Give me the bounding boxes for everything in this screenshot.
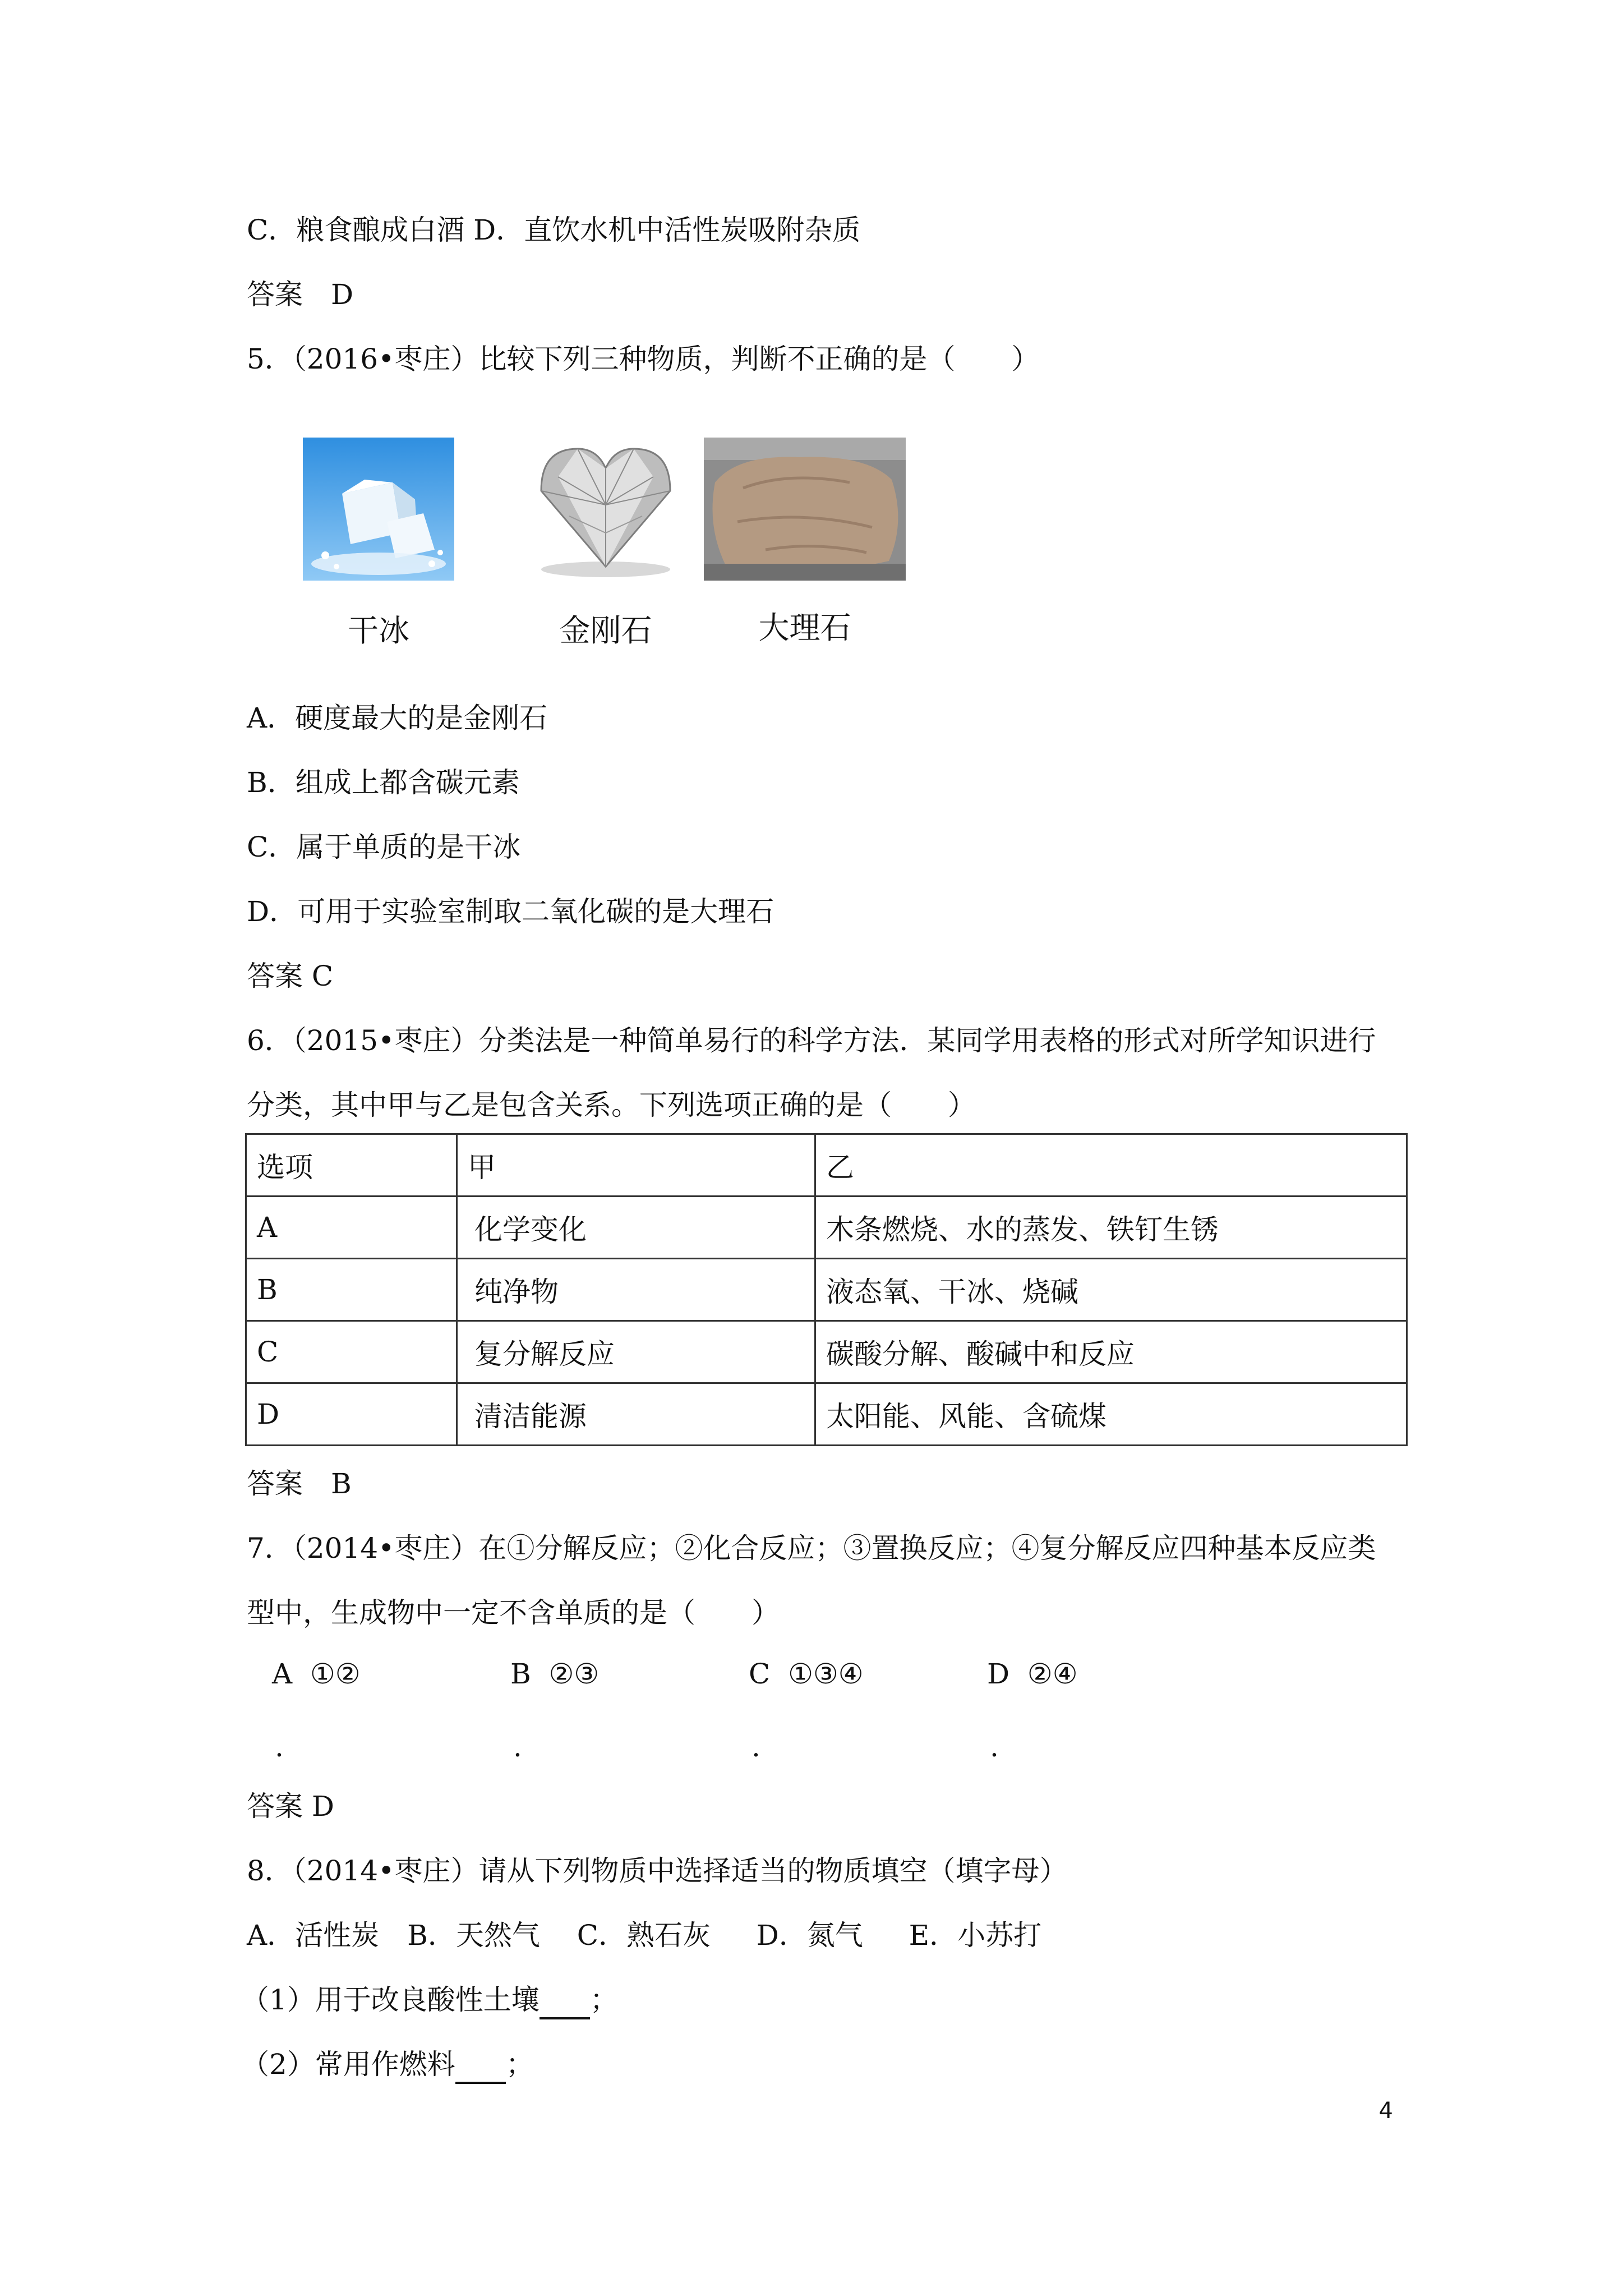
choice-letter: C xyxy=(749,1658,771,1690)
q6-stem-line2: 分类，其中甲与乙是包含关系。下列选项正确的是（ ） xyxy=(247,1089,976,1121)
q4-options: C．粮食酿成白酒 D．直饮水机中活性炭吸附杂质 xyxy=(247,214,861,246)
table-cell: A xyxy=(246,1197,457,1259)
choice-letter: A xyxy=(272,1658,293,1690)
table-cell: 碳酸分解、酸碱中和反应 xyxy=(815,1321,1407,1383)
q5-stem: 5．（2016•枣庄）比较下列三种物质，判断不正确的是（ ） xyxy=(247,343,1040,375)
table-cell: 纯净物 xyxy=(457,1259,815,1321)
q6-stem-line1: 6．（2015•枣庄）分类法是一种简单易行的科学方法．某同学用表格的形式对所学知识进行 xyxy=(247,1024,1376,1057)
answer-blank[interactable] xyxy=(455,2054,506,2084)
choice-letter: B xyxy=(510,1658,531,1690)
table-cell: C xyxy=(246,1321,457,1383)
table-cell: 清洁能源 xyxy=(457,1383,815,1446)
table-cell: 太阳能、风能、含硫煤 xyxy=(815,1383,1407,1446)
choice-text: ②④ xyxy=(1027,1658,1078,1690)
choice-text: ①② xyxy=(310,1658,361,1690)
marble-caption: 大理石 xyxy=(758,610,851,646)
q7-answer: 答案 D xyxy=(247,1790,334,1823)
q7-dot: . xyxy=(275,1731,284,1763)
table-cell: 木条燃烧、水的蒸发、铁钉生锈 xyxy=(815,1197,1407,1259)
table-cell: 化学变化 xyxy=(457,1197,815,1259)
q7-dot: . xyxy=(990,1731,999,1763)
q8-item-2-text: （2）常用作燃料 xyxy=(241,2048,455,2081)
q7-choice-a xyxy=(272,1658,361,1690)
marble-image xyxy=(704,438,906,581)
q5-images xyxy=(303,438,920,662)
q4-answer: 答案 D xyxy=(247,278,354,311)
q5-option-d: D．可用于实验室制取二氧化碳的是大理石 xyxy=(247,895,774,928)
table-header-cell: 乙 xyxy=(815,1134,1407,1197)
table-cell: B xyxy=(246,1259,457,1321)
table-header-cell: 甲 xyxy=(457,1134,815,1197)
q8-item-1 xyxy=(241,1980,618,2019)
diamond-caption: 金刚石 xyxy=(559,613,652,648)
choice-text: ②③ xyxy=(548,1658,600,1690)
q7-choice-d xyxy=(987,1658,1078,1690)
q8-item-2 xyxy=(241,2045,534,2084)
table-header-cell: 选项 xyxy=(246,1134,457,1197)
dry-ice-image xyxy=(303,438,454,581)
choice-letter: D xyxy=(987,1658,1010,1690)
q7-dot: . xyxy=(751,1731,760,1763)
q8-stem: 8．（2014•枣庄）请从下列物质中选择适当的物质填空（填字母） xyxy=(247,1855,1068,1887)
q7-choice-c xyxy=(749,1658,864,1690)
diamond-image xyxy=(524,438,687,581)
table-cell: 液态氧、干冰、烧碱 xyxy=(815,1259,1407,1321)
q7-stem-line1: 7．（2014•枣庄）在①分解反应；②化合反应；③置换反应；④复分解反应四种基本反应类 xyxy=(247,1532,1376,1565)
table-cell: D xyxy=(246,1383,457,1446)
table-row xyxy=(246,1383,1407,1446)
q7-dot: . xyxy=(513,1731,522,1763)
q6-answer: 答案 B xyxy=(247,1467,352,1500)
table-row xyxy=(246,1321,1407,1383)
answer-blank[interactable] xyxy=(540,1989,590,2019)
table-header-row xyxy=(246,1134,1407,1197)
semicolon: ； xyxy=(505,2048,534,2081)
q5-answer: 答案 C xyxy=(247,960,334,992)
table-row xyxy=(246,1197,1407,1259)
q8-options: A．活性炭 B．天然气 C．熟石灰 D．氮气 E．小苏打 xyxy=(247,1919,1042,1952)
q7-stem-line2: 型中，生成物中一定不含单质的是（ ） xyxy=(247,1596,780,1629)
q5-option-c: C．属于单质的是干冰 xyxy=(247,831,521,863)
q7-choice-b xyxy=(510,1658,599,1690)
choice-text: ①③④ xyxy=(788,1658,864,1690)
table-row xyxy=(246,1259,1407,1321)
q8-item-1-text: （1）用于改良酸性土壤 xyxy=(241,1984,540,2016)
q5-option-b: B．组成上都含碳元素 xyxy=(247,766,520,799)
page-number: 4 xyxy=(1378,2098,1393,2124)
q6-table xyxy=(245,1133,1408,1446)
semicolon: ； xyxy=(589,1984,618,2016)
q5-option-a: A．硬度最大的是金刚石 xyxy=(247,702,548,734)
dry-ice-caption: 干冰 xyxy=(347,613,409,648)
table-cell: 复分解反应 xyxy=(457,1321,815,1383)
